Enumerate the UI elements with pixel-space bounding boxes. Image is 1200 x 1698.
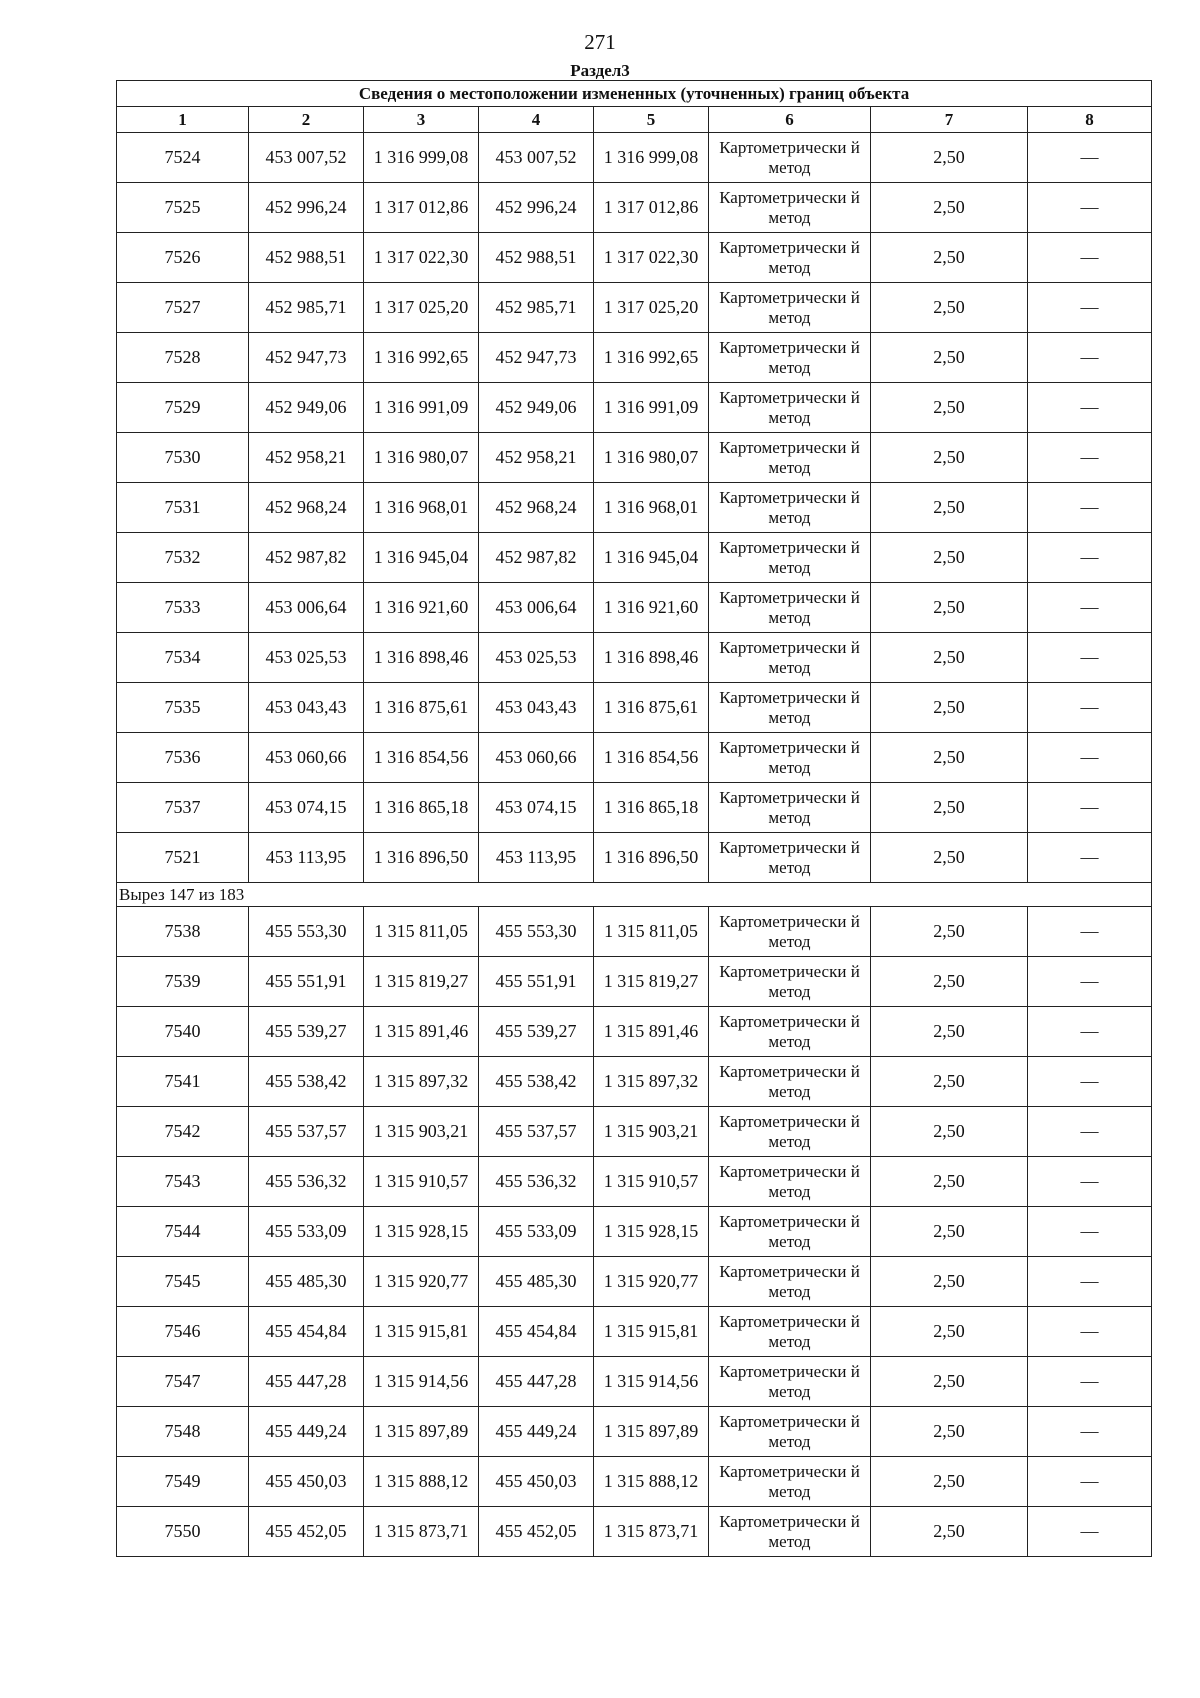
- table-cell-col-8: —: [1028, 1107, 1152, 1157]
- column-header-7: 7: [871, 107, 1028, 133]
- table-cell-col-1: 7537: [117, 783, 249, 833]
- table-cell-col-5: 1 315 897,89: [594, 1407, 709, 1457]
- table-cell-col-7: 2,50: [871, 633, 1028, 683]
- table-cell-col-7: 2,50: [871, 1457, 1028, 1507]
- table-cell-col-3: 1 315 811,05: [364, 907, 479, 957]
- table-cell-col-3: 1 315 873,71: [364, 1507, 479, 1557]
- table-row: [117, 633, 1152, 683]
- table-cell-col-7: 2,50: [871, 1257, 1028, 1307]
- table-cell-col-4: 452 958,21: [479, 433, 594, 483]
- table-row: [117, 583, 1152, 633]
- table-cell-col-4: 452 949,06: [479, 383, 594, 433]
- section-title: Раздел3: [570, 61, 630, 80]
- table-row: [117, 1407, 1152, 1457]
- table-cell-col-2: 455 449,24: [249, 1407, 364, 1457]
- table-cell-col-3: 1 315 928,15: [364, 1207, 479, 1257]
- table-cell-col-6: Картометрически й метод: [709, 1107, 871, 1157]
- table-cell-col-3: 1 316 945,04: [364, 533, 479, 583]
- table-cell-col-2: 453 025,53: [249, 633, 364, 683]
- table-cell-col-7: 2,50: [871, 683, 1028, 733]
- table-cell-col-3: 1 315 914,56: [364, 1357, 479, 1407]
- table-row: [117, 833, 1152, 883]
- table-cell-col-3: 1 317 022,30: [364, 233, 479, 283]
- table-cell-col-1: 7524: [117, 133, 249, 183]
- table-row: [117, 433, 1152, 483]
- table-cell-col-3: 1 316 980,07: [364, 433, 479, 483]
- table-cell-col-6: Картометрически й метод: [709, 683, 871, 733]
- table-cell-col-6: Картометрически й метод: [709, 957, 871, 1007]
- table-cell-col-5: 1 315 915,81: [594, 1307, 709, 1357]
- table-cell-col-2: 455 454,84: [249, 1307, 364, 1357]
- table-cell-col-1: 7536: [117, 733, 249, 783]
- table-row: [117, 333, 1152, 383]
- table-cell-col-8: —: [1028, 1507, 1152, 1557]
- table-cell-col-4: 453 025,53: [479, 633, 594, 683]
- table-cell-col-3: 1 315 915,81: [364, 1307, 479, 1357]
- table-cell-col-8: —: [1028, 333, 1152, 383]
- table-cell-col-5: 1 316 854,56: [594, 733, 709, 783]
- table-cell-col-1: 7549: [117, 1457, 249, 1507]
- table-cell-col-6: Картометрически й метод: [709, 1057, 871, 1107]
- table-cell-col-2: 453 113,95: [249, 833, 364, 883]
- table-cell-col-5: 1 315 811,05: [594, 907, 709, 957]
- table-cell-col-7: 2,50: [871, 1307, 1028, 1357]
- table-cell-col-8: —: [1028, 1357, 1152, 1407]
- table-cell-col-2: 455 538,42: [249, 1057, 364, 1107]
- table-cell-col-4: 452 985,71: [479, 283, 594, 333]
- table-cell-col-6: Картометрически й метод: [709, 1007, 871, 1057]
- table-cell-col-2: 455 536,32: [249, 1157, 364, 1207]
- table-cell-col-3: 1 315 903,21: [364, 1107, 479, 1157]
- table-cell-col-1: 7532: [117, 533, 249, 583]
- table-row: [117, 1157, 1152, 1207]
- table-cell-col-5: 1 316 921,60: [594, 583, 709, 633]
- table-cell-col-7: 2,50: [871, 333, 1028, 383]
- table-cell-col-2: 452 958,21: [249, 433, 364, 483]
- table-cell-col-6: Картометрически й метод: [709, 433, 871, 483]
- table-cell-col-6: Картометрически й метод: [709, 483, 871, 533]
- table-row: [117, 1507, 1152, 1557]
- table-cell-col-3: 1 316 968,01: [364, 483, 479, 533]
- table-cell-col-1: 7548: [117, 1407, 249, 1457]
- table-cell-col-6: Картометрически й метод: [709, 833, 871, 883]
- table-cell-col-6: Картометрически й метод: [709, 733, 871, 783]
- table-cell-col-1: 7521: [117, 833, 249, 883]
- table-cell-col-1: 7540: [117, 1007, 249, 1057]
- table-cell-col-3: 1 317 025,20: [364, 283, 479, 333]
- table-cell-col-2: 452 996,24: [249, 183, 364, 233]
- table-cell-col-2: 453 006,64: [249, 583, 364, 633]
- table-cell-col-5: 1 316 999,08: [594, 133, 709, 183]
- table-cell-col-7: 2,50: [871, 1007, 1028, 1057]
- table-cell-col-3: 1 316 896,50: [364, 833, 479, 883]
- table-cell-col-8: —: [1028, 1257, 1152, 1307]
- table-cell-col-4: 455 449,24: [479, 1407, 594, 1457]
- table-cell-col-1: 7542: [117, 1107, 249, 1157]
- table-cell-col-5: 1 315 914,56: [594, 1357, 709, 1407]
- table-cell-col-2: 455 537,57: [249, 1107, 364, 1157]
- table-cell-col-8: —: [1028, 733, 1152, 783]
- table-cell-col-7: 2,50: [871, 1107, 1028, 1157]
- table-cell-col-3: 1 316 992,65: [364, 333, 479, 383]
- column-header-1: 1: [117, 107, 249, 133]
- table-cell-col-8: —: [1028, 1157, 1152, 1207]
- table-row: [117, 1457, 1152, 1507]
- table-cell-col-7: 2,50: [871, 1057, 1028, 1107]
- table-cell-col-5: 1 315 888,12: [594, 1457, 709, 1507]
- table-cell-col-4: 455 539,27: [479, 1007, 594, 1057]
- table-cell-col-2: 455 447,28: [249, 1357, 364, 1407]
- table-cell-col-3: 1 315 888,12: [364, 1457, 479, 1507]
- table-row: [117, 733, 1152, 783]
- table-cell-col-4: 453 043,43: [479, 683, 594, 733]
- table-cell-col-7: 2,50: [871, 1357, 1028, 1407]
- column-header-4: 4: [479, 107, 594, 133]
- table-cell-col-3: 1 316 854,56: [364, 733, 479, 783]
- table-cell-col-7: 2,50: [871, 483, 1028, 533]
- table-title: Сведения о местоположении измененных (уточненных) границ объекта: [117, 81, 1152, 107]
- table-row: [117, 683, 1152, 733]
- table-cell-col-3: 1 315 910,57: [364, 1157, 479, 1207]
- table-cell-col-8: —: [1028, 1407, 1152, 1457]
- table-cell-col-7: 2,50: [871, 1407, 1028, 1457]
- table-cell-col-8: —: [1028, 1307, 1152, 1357]
- table-row: [117, 1207, 1152, 1257]
- table-cell-col-4: 455 536,32: [479, 1157, 594, 1207]
- column-header-2: 2: [249, 107, 364, 133]
- table-cell-col-3: 1 315 891,46: [364, 1007, 479, 1057]
- table-cell-col-1: 7533: [117, 583, 249, 633]
- table-cell-col-7: 2,50: [871, 833, 1028, 883]
- table-cell-col-5: 1 315 819,27: [594, 957, 709, 1007]
- table-cell-col-3: 1 316 999,08: [364, 133, 479, 183]
- table-cell-col-3: 1 315 920,77: [364, 1257, 479, 1307]
- table-cell-col-6: Картометрически й метод: [709, 907, 871, 957]
- table-cell-col-8: —: [1028, 783, 1152, 833]
- table-cell-col-4: 455 538,42: [479, 1057, 594, 1107]
- table-body: [117, 133, 1152, 1557]
- table-row: [117, 1357, 1152, 1407]
- table-cell-col-3: 1 316 875,61: [364, 683, 479, 733]
- table-cell-col-4: 453 006,64: [479, 583, 594, 633]
- table-cell-col-6: Картометрически й метод: [709, 283, 871, 333]
- table-cell-col-3: 1 316 898,46: [364, 633, 479, 683]
- table-cell-col-7: 2,50: [871, 907, 1028, 957]
- table-cell-col-5: 1 317 012,86: [594, 183, 709, 233]
- table-cell-col-6: Картометрически й метод: [709, 1407, 871, 1457]
- table-cell-col-6: Картометрически й метод: [709, 1207, 871, 1257]
- table-cell-col-6: Картометрически й метод: [709, 1257, 871, 1307]
- table-cell-col-2: 452 947,73: [249, 333, 364, 383]
- column-header-5: 5: [594, 107, 709, 133]
- table-cell-col-4: 453 074,15: [479, 783, 594, 833]
- table-cell-col-8: —: [1028, 133, 1152, 183]
- table-cell-col-2: 452 985,71: [249, 283, 364, 333]
- table-row: [117, 1107, 1152, 1157]
- column-header-row: [117, 107, 1152, 133]
- table-cell-col-5: 1 315 903,21: [594, 1107, 709, 1157]
- table-cell-col-2: 455 533,09: [249, 1207, 364, 1257]
- table-cell-col-5: 1 315 928,15: [594, 1207, 709, 1257]
- table-cell-col-5: 1 316 980,07: [594, 433, 709, 483]
- table-cell-col-8: —: [1028, 957, 1152, 1007]
- table-cell-col-7: 2,50: [871, 1507, 1028, 1557]
- table-cell-col-7: 2,50: [871, 1157, 1028, 1207]
- table-cell-col-2: 455 450,03: [249, 1457, 364, 1507]
- table-cell-col-3: 1 317 012,86: [364, 183, 479, 233]
- table-row: [117, 233, 1152, 283]
- table-cell-col-4: 453 113,95: [479, 833, 594, 883]
- table-cell-col-5: 1 316 991,09: [594, 383, 709, 433]
- table-cell-col-4: 452 947,73: [479, 333, 594, 383]
- table-row: [117, 957, 1152, 1007]
- table-cell-col-5: 1 315 910,57: [594, 1157, 709, 1207]
- table-cell-col-8: —: [1028, 533, 1152, 583]
- table-cell-col-8: —: [1028, 1457, 1152, 1507]
- table-cell-col-3: 1 316 865,18: [364, 783, 479, 833]
- table-cell-col-5: 1 315 891,46: [594, 1007, 709, 1057]
- table-cell-col-7: 2,50: [871, 433, 1028, 483]
- table-cell-col-3: 1 316 921,60: [364, 583, 479, 633]
- table-cell-col-7: 2,50: [871, 133, 1028, 183]
- table-row: [117, 907, 1152, 957]
- table-cell-col-6: Картометрически й метод: [709, 183, 871, 233]
- table-row: [117, 133, 1152, 183]
- table-cell-col-3: 1 315 897,32: [364, 1057, 479, 1107]
- table-cell-col-1: 7541: [117, 1057, 249, 1107]
- table-cell-col-1: 7543: [117, 1157, 249, 1207]
- table-cell-col-1: 7550: [117, 1507, 249, 1557]
- table-cell-col-2: 452 968,24: [249, 483, 364, 533]
- table-cell-col-8: —: [1028, 283, 1152, 333]
- table-cell-col-2: 455 485,30: [249, 1257, 364, 1307]
- table-cell-col-5: 1 316 896,50: [594, 833, 709, 883]
- column-header-8: 8: [1028, 107, 1152, 133]
- table-cell-col-4: 452 988,51: [479, 233, 594, 283]
- table-cell-col-1: 7531: [117, 483, 249, 533]
- table-cell-col-7: 2,50: [871, 733, 1028, 783]
- table-cell-col-4: 455 452,05: [479, 1507, 594, 1557]
- table-cell-col-4: 455 485,30: [479, 1257, 594, 1307]
- table-cell-col-6: Картометрически й метод: [709, 1507, 871, 1557]
- table-cell-col-2: 453 043,43: [249, 683, 364, 733]
- table-row: [117, 483, 1152, 533]
- table-cell-col-6: Картометрически й метод: [709, 1307, 871, 1357]
- table-cell-col-4: 452 996,24: [479, 183, 594, 233]
- table-cell-col-8: —: [1028, 633, 1152, 683]
- table-cell-col-5: 1 316 898,46: [594, 633, 709, 683]
- table-cell-col-6: Картометрически й метод: [709, 1457, 871, 1507]
- table-cell-col-2: 453 007,52: [249, 133, 364, 183]
- table-cell-col-8: —: [1028, 233, 1152, 283]
- table-cell-col-2: 452 988,51: [249, 233, 364, 283]
- table-cell-col-7: 2,50: [871, 583, 1028, 633]
- column-header-6: 6: [709, 107, 871, 133]
- column-header-3: 3: [364, 107, 479, 133]
- table-cell-col-5: 1 315 873,71: [594, 1507, 709, 1557]
- table-cell-col-4: 453 060,66: [479, 733, 594, 783]
- table-cell-col-8: —: [1028, 583, 1152, 633]
- table-cell-col-8: —: [1028, 833, 1152, 883]
- table-cell-col-6: Картометрически й метод: [709, 333, 871, 383]
- table-cell-col-2: 453 074,15: [249, 783, 364, 833]
- table-cell-col-4: 455 551,91: [479, 957, 594, 1007]
- table-cell-col-1: 7526: [117, 233, 249, 283]
- section-label: Вырез 147 из 183: [117, 883, 1152, 907]
- table-cell-col-8: —: [1028, 1207, 1152, 1257]
- table-cell-col-6: Картометрически й метод: [709, 533, 871, 583]
- table-cell-col-8: —: [1028, 683, 1152, 733]
- table-cell-col-8: —: [1028, 1057, 1152, 1107]
- table-cell-col-7: 2,50: [871, 1207, 1028, 1257]
- table-cell-col-5: 1 315 897,32: [594, 1057, 709, 1107]
- table-cell-col-5: 1 317 022,30: [594, 233, 709, 283]
- table-cell-col-1: 7528: [117, 333, 249, 383]
- table-cell-col-8: —: [1028, 433, 1152, 483]
- table-cell-col-1: 7529: [117, 383, 249, 433]
- table-cell-col-5: 1 317 025,20: [594, 283, 709, 333]
- table-cell-col-6: Картометрически й метод: [709, 583, 871, 633]
- table-cell-col-7: 2,50: [871, 783, 1028, 833]
- table-cell-col-2: 452 949,06: [249, 383, 364, 433]
- table-cell-col-6: Картометрически й метод: [709, 1157, 871, 1207]
- table-cell-col-3: 1 315 819,27: [364, 957, 479, 1007]
- table-cell-col-7: 2,50: [871, 383, 1028, 433]
- table-cell-col-1: 7527: [117, 283, 249, 333]
- table-cell-col-1: 7534: [117, 633, 249, 683]
- table-cell-col-4: 455 533,09: [479, 1207, 594, 1257]
- table-cell-col-8: —: [1028, 183, 1152, 233]
- table-cell-col-6: Картометрически й метод: [709, 1357, 871, 1407]
- table-row: [117, 383, 1152, 433]
- table-cell-col-5: 1 316 945,04: [594, 533, 709, 583]
- table-cell-col-5: 1 316 992,65: [594, 333, 709, 383]
- table-row: [117, 1007, 1152, 1057]
- table-cell-col-7: 2,50: [871, 957, 1028, 1007]
- section-row: [117, 883, 1152, 907]
- table-cell-col-6: Картометрически й метод: [709, 383, 871, 433]
- table-cell-col-1: 7538: [117, 907, 249, 957]
- table-cell-col-1: 7546: [117, 1307, 249, 1357]
- table-cell-col-4: 455 537,57: [479, 1107, 594, 1157]
- table-cell-col-5: 1 315 920,77: [594, 1257, 709, 1307]
- table-row: [117, 183, 1152, 233]
- table-cell-col-1: 7547: [117, 1357, 249, 1407]
- table-cell-col-1: 7535: [117, 683, 249, 733]
- table-cell-col-2: 455 452,05: [249, 1507, 364, 1557]
- table-cell-col-5: 1 316 865,18: [594, 783, 709, 833]
- table-cell-col-1: 7530: [117, 433, 249, 483]
- table-cell-col-8: —: [1028, 383, 1152, 433]
- table-cell-col-3: 1 315 897,89: [364, 1407, 479, 1457]
- table-cell-col-4: 452 987,82: [479, 533, 594, 583]
- table-cell-col-1: 7525: [117, 183, 249, 233]
- table-row: [117, 1257, 1152, 1307]
- table-cell-col-4: 455 553,30: [479, 907, 594, 957]
- table-cell-col-4: 453 007,52: [479, 133, 594, 183]
- table-cell-col-7: 2,50: [871, 533, 1028, 583]
- table-row: [117, 533, 1152, 583]
- table-cell-col-4: 455 454,84: [479, 1307, 594, 1357]
- table-cell-col-8: —: [1028, 1007, 1152, 1057]
- table-cell-col-6: Картометрически й метод: [709, 133, 871, 183]
- table-cell-col-7: 2,50: [871, 183, 1028, 233]
- table-cell-col-4: 455 450,03: [479, 1457, 594, 1507]
- table-cell-col-2: 453 060,66: [249, 733, 364, 783]
- table-cell-col-6: Картометрически й метод: [709, 233, 871, 283]
- table-row: [117, 1057, 1152, 1107]
- table-cell-col-7: 2,50: [871, 233, 1028, 283]
- table-cell-col-5: 1 316 875,61: [594, 683, 709, 733]
- table-cell-col-2: 452 987,82: [249, 533, 364, 583]
- table-cell-col-6: Картометрически й метод: [709, 633, 871, 683]
- table-cell-col-4: 452 968,24: [479, 483, 594, 533]
- table-cell-col-6: Картометрически й метод: [709, 783, 871, 833]
- table-cell-col-2: 455 553,30: [249, 907, 364, 957]
- table-row: [117, 283, 1152, 333]
- table-cell-col-1: 7539: [117, 957, 249, 1007]
- table-cell-col-1: 7544: [117, 1207, 249, 1257]
- table-cell-col-4: 455 447,28: [479, 1357, 594, 1407]
- boundary-table: [116, 80, 1152, 1557]
- table-cell-col-7: 2,50: [871, 283, 1028, 333]
- table-row: [117, 1307, 1152, 1357]
- table-cell-col-3: 1 316 991,09: [364, 383, 479, 433]
- table-cell-col-1: 7545: [117, 1257, 249, 1307]
- table-row: [117, 783, 1152, 833]
- table-cell-col-5: 1 316 968,01: [594, 483, 709, 533]
- table-cell-col-2: 455 551,91: [249, 957, 364, 1007]
- table-cell-col-2: 455 539,27: [249, 1007, 364, 1057]
- table-cell-col-8: —: [1028, 483, 1152, 533]
- page-number: 271: [584, 30, 616, 54]
- table-cell-col-8: —: [1028, 907, 1152, 957]
